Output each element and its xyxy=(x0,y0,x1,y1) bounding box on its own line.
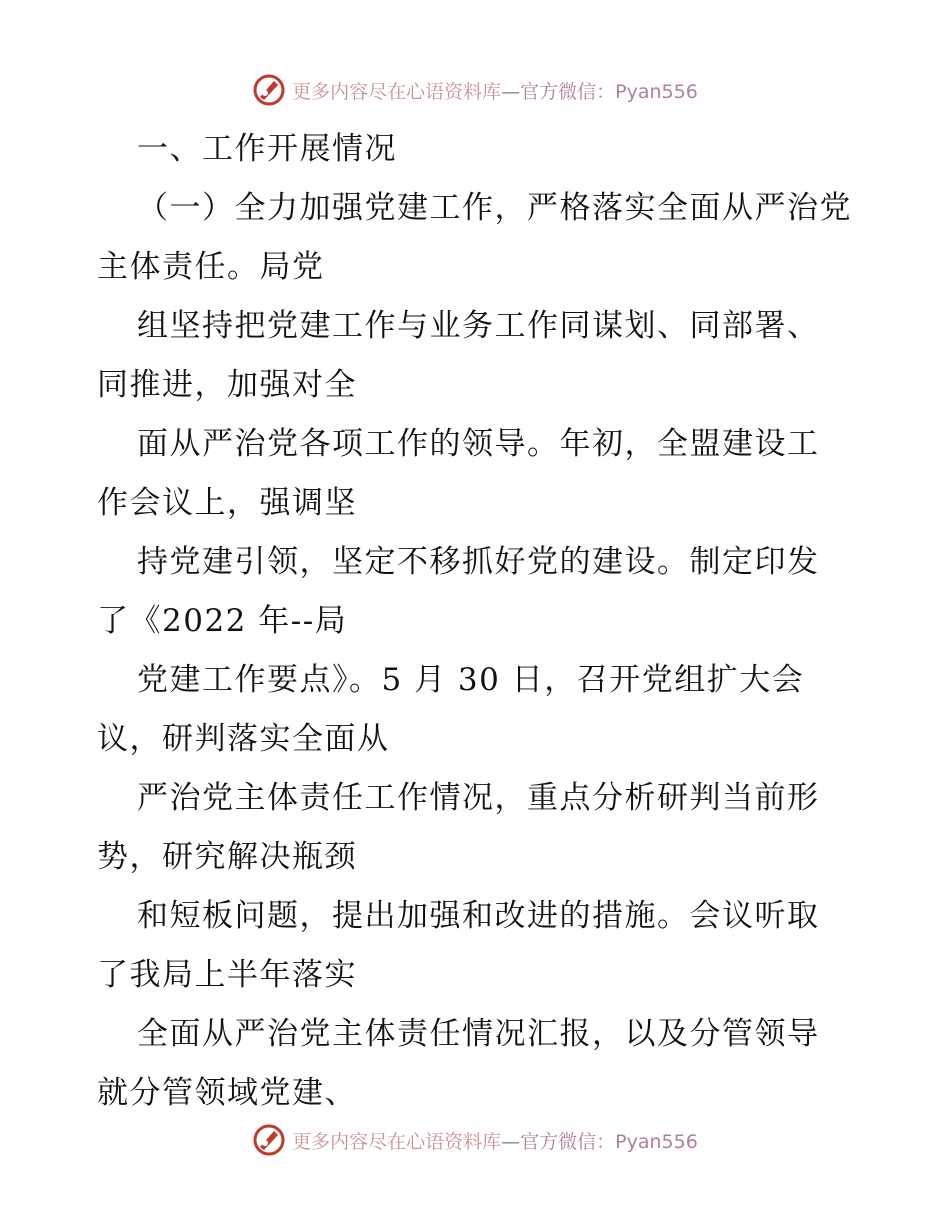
text-line: 了我局上半年落实 xyxy=(97,957,357,993)
text-line: 主体责任。局党 xyxy=(97,249,325,285)
text-line: 和短板问题，提出加强和改进的措施。会议听取 xyxy=(137,898,820,934)
banner-text xyxy=(292,77,698,104)
text-line: 就分管领域党建、 xyxy=(97,1075,357,1111)
banner-main-text: 更多内容尽在心语资料库 xyxy=(292,80,502,103)
text-line: 议，研判落实全面从 xyxy=(97,721,390,757)
text-line: 同推进，加强对全 xyxy=(97,367,357,403)
banner-main-text: 更多内容尽在心语资料库 xyxy=(292,1130,502,1153)
text-line: 作会议上，强调坚 xyxy=(97,485,357,521)
logo-icon xyxy=(252,73,286,107)
banner-separator: — xyxy=(501,80,521,103)
text-line: 持党建引领，坚定不移抓好党的建设。制定印发 xyxy=(137,544,820,580)
header-banner xyxy=(0,70,950,110)
banner-separator: — xyxy=(501,1130,521,1153)
text-line: 全面从严治党主体责任情况汇报，以及分管领导 xyxy=(137,1016,820,1052)
text-line: （一）全力加强党建工作，严格落实全面从严治党 xyxy=(137,190,852,226)
text-line: 了《2022 年--局 xyxy=(97,603,348,639)
body-text xyxy=(97,120,857,1123)
text-line: 党建工作要点》。5 月 30 日，召开党组扩大会 xyxy=(137,662,805,698)
text-line: 面从严治党各项工作的领导。年初，全盟建设工 xyxy=(137,426,820,462)
footer-banner xyxy=(0,1120,950,1160)
section-heading: 一、工作开展情况 xyxy=(137,131,397,167)
text-line: 组坚持把党建工作与业务工作同谋划、同部署、 xyxy=(137,308,820,344)
text-line: 严治党主体责任工作情况，重点分析研判当前形 xyxy=(137,780,820,816)
banner-wechat: 官方微信：Pyan556 xyxy=(520,80,698,103)
banner-wechat: 官方微信：Pyan556 xyxy=(520,1130,698,1153)
text-line: 势，研究解决瓶颈 xyxy=(97,839,357,875)
logo-icon xyxy=(252,1123,286,1157)
banner-text xyxy=(292,1127,698,1154)
